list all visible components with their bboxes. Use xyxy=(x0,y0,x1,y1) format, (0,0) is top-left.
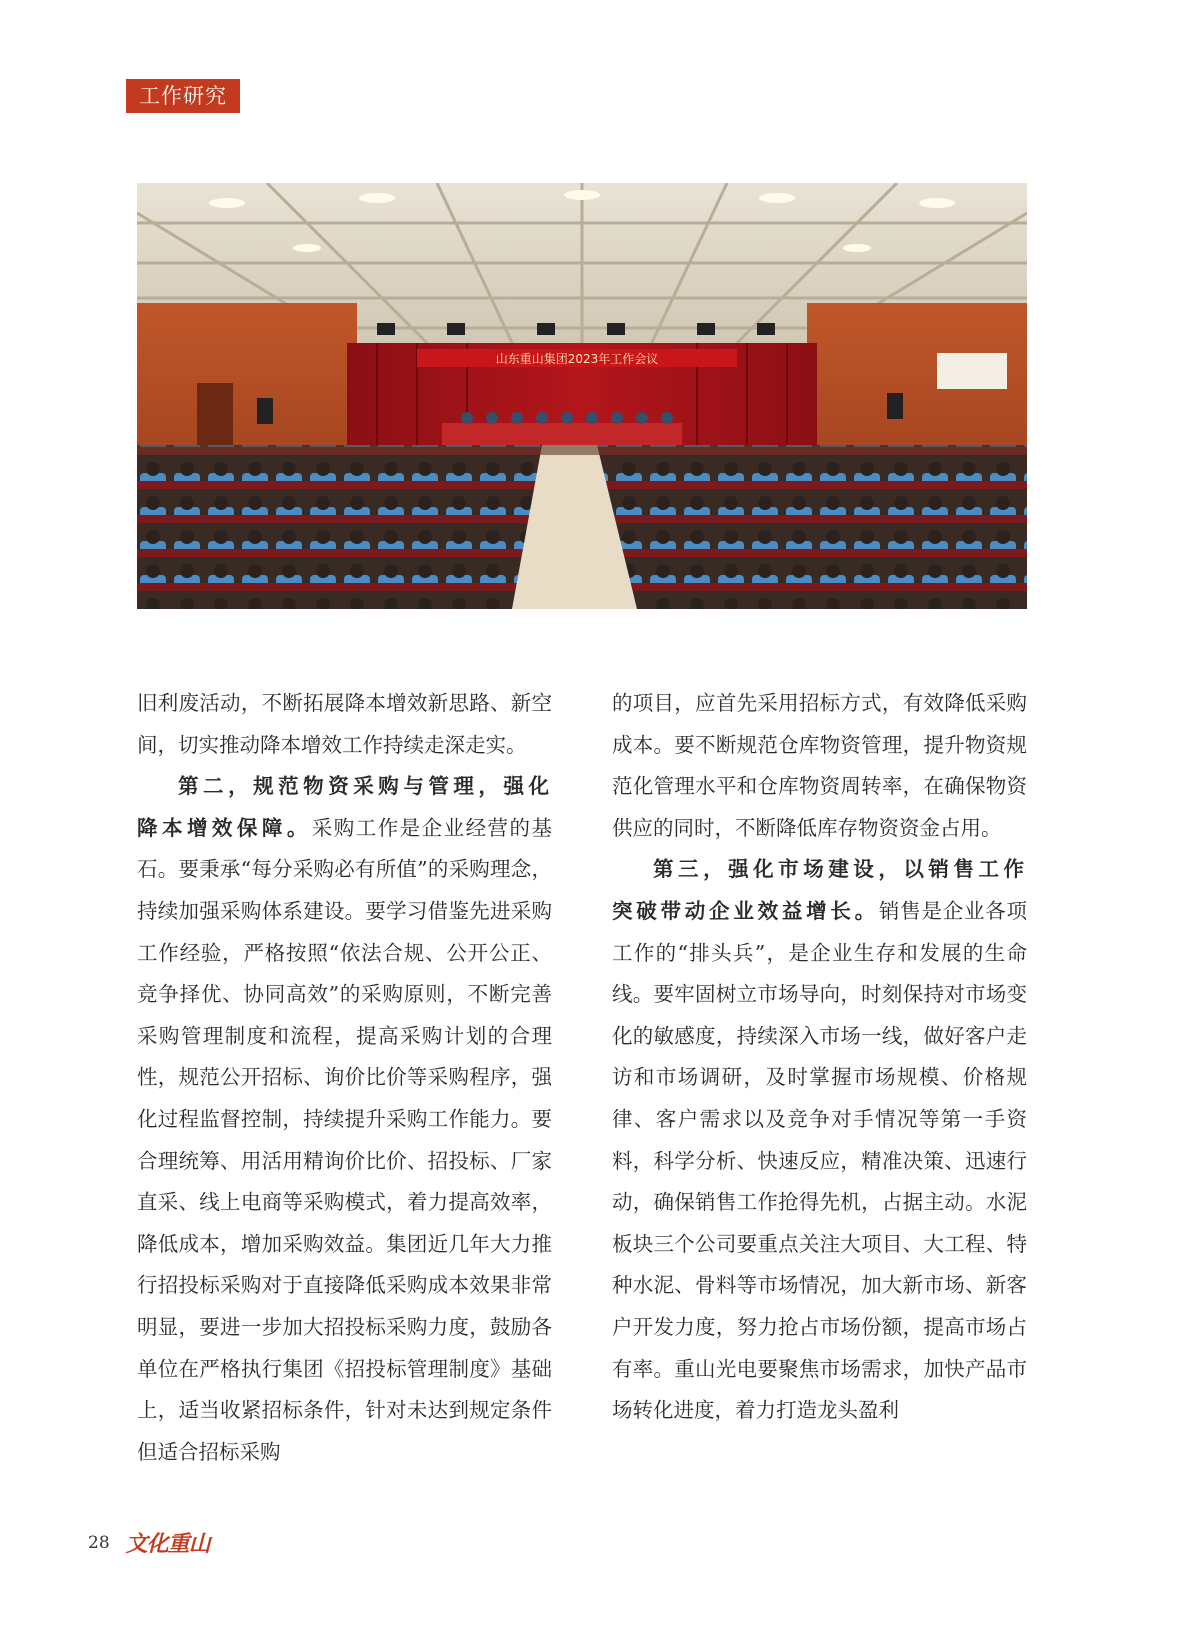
conference-photo xyxy=(137,183,1027,609)
left-paragraph-2 xyxy=(137,766,552,1473)
right-paragraph-2-body: 销售是企业各项工作的“排头兵”，是企业生存和发展的生命线。要牢固树立市场导向，时刻保持对市场变化的敏感度，持续深入市场一线，做好客户走访和市场调研，及时掌握市场规模、价格规律、客户需求以及竞争对手情况等第一手资料，科学分析、快速反应，精准决策、迅速行动，确保销售工作抢得先机，占据主动。水泥板块三个公司要重点关注大项目、大工程、特种水泥、骨料等市场情况，加大新市场、新客户开发力度，努力抢占市场份额，提高市场占有率。重山光电要聚焦市场需求，加快产品市场转化进度，着力打造龙头盈利 xyxy=(612,898,1028,1423)
page-number: 28 xyxy=(88,1532,110,1553)
right-paragraph-2 xyxy=(612,849,1027,1431)
page-footer xyxy=(88,1527,210,1558)
magazine-logo: 文化重山 xyxy=(125,1531,210,1557)
left-paragraph-2-body: 采购工作是企业经营的基石。要秉承“每分采购必有所值”的采购理念，持续加强采购体系建设。要学习借鉴先进采购工作经验，严格按照“依法合规、公开公正、竞争择优、协同高效”的采购原则，不断完善采购管理制度和流程，提高采购计划的合理性，规范公开招标、询价比价等采购程序，强化过程监督控制，持续提升采购工作能力。要合理统筹、用活用精询价比价、招投标、厂家直采、线上电商等采购模式，着力提高效率，降低成本，增加采购效益。集团近几年大力推行招投标采购对于直接降低采购成本效果非常明显，要进一步加大招投标采购力度，鼓励各单位在严格执行集团《招投标管理制度》基础上，适当收紧招标条件，针对未达到规定条件但适合招标采购 xyxy=(137,815,553,1464)
right-column xyxy=(612,683,1027,1432)
left-paragraph-1: 旧利废活动，不断拓展降本增效新思路、新空间，切实推动降本增效工作持续走深走实。 xyxy=(137,691,552,757)
left-emphasis-heading: 第二，规范物资采购与管理，强化降本增效保障。 xyxy=(137,774,552,840)
banner-text: 山东重山集团2023年工作会议 xyxy=(495,352,659,366)
left-column xyxy=(137,683,552,1473)
section-tag: 工作研究 xyxy=(126,79,240,113)
conference-hall-photo-icon xyxy=(137,183,1027,609)
right-emphasis-heading: 第三，强化市场建设，以销售工作突破带动企业效益增长。 xyxy=(612,857,1027,923)
right-paragraph-1: 的项目，应首先采用招标方式，有效降低采购成本。要不断规范仓库物资管理，提升物资规范化管理水平和仓库物资周转率，在确保物资供应的同时，不断降低库存物资资金占用。 xyxy=(612,691,1027,840)
